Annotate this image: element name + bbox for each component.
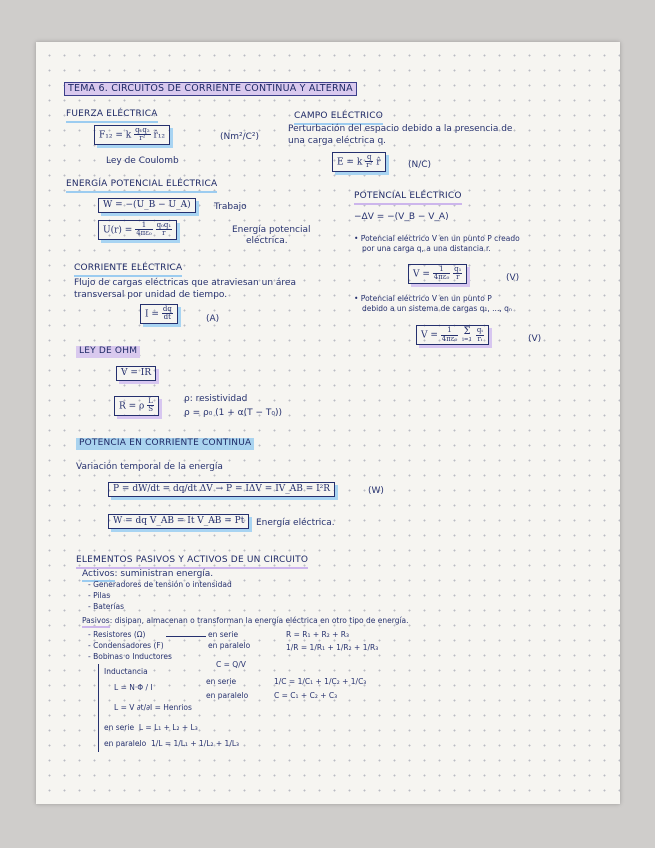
potencial-formula-system [416, 325, 489, 345]
pasivos-line [82, 617, 409, 626]
potencial-bullet2-line1: • Potencial eléctrico V en un punto P [354, 294, 492, 303]
corriente-unit: (A) [206, 314, 220, 324]
activos-desc: : suministran energía. [114, 569, 214, 579]
coulomb-num: q₁q₂ [135, 126, 150, 134]
activos-item-1: - Generadores de tensión o intensidad [88, 580, 232, 589]
cap-paralelo-formula: C = C₁ + C₂ + C₃ [274, 691, 338, 700]
campo-fraction [365, 154, 373, 170]
ohm-heading: LEY DE OHM [76, 346, 140, 358]
campo-formula [332, 152, 386, 172]
pot2-frac1-den: 4πε₀ [441, 334, 458, 343]
res-serie-label: en serie [208, 630, 239, 639]
fuerza-heading: FUERZA ELÉCTRICA [66, 110, 158, 123]
inductor-bracket [98, 664, 99, 752]
potencial-bullet1-line2: por una carga q, a una distancia r. [362, 244, 491, 253]
pot2-frac1-num: 1 [441, 327, 459, 335]
campo-heading: CAMPO ELÉCTRICO [294, 112, 383, 125]
pot1-frac2 [453, 266, 462, 282]
trabajo-formula: W = −(U_B − U_A) [98, 198, 196, 213]
pasivos-item-3: - Bobinas o Inductores [88, 652, 172, 661]
potencia-unit: (W) [368, 486, 384, 496]
campo-vector: r̂ [376, 157, 381, 168]
coulomb-note: Ley de Coulomb [106, 156, 179, 166]
potencia-formula: P = dW/dt = dq/dt ΔV → P = IΔV = IV_AB = I²R [108, 482, 335, 497]
potencial-bullet2-line2: debido a un sistema de cargas q₁, ..., qₙ [362, 304, 512, 313]
corriente-formula [140, 304, 178, 324]
campo-desc-line1: Perturbación del espacio debido a la presencia de [288, 124, 513, 134]
coulomb-fraction [134, 127, 151, 143]
energia-heading: ENERGÍA POTENCIAL ELÉCTRICA [66, 180, 217, 193]
potencial-heading: POTENCIAL ELÉCTRICO [354, 192, 462, 205]
pasivos-item-2: - Condensadores (F) [88, 641, 164, 650]
energia-formula [98, 220, 177, 240]
pot1-frac2-den: r [456, 273, 460, 282]
corriente-num: dq [162, 305, 172, 313]
pot1-frac1-num: 1 [433, 266, 451, 274]
energia-frac2-den: r [162, 229, 166, 238]
energia-note-line1: Energía potencial [232, 225, 311, 235]
corriente-desc-line1: Flujo de cargas eléctricas que atraviesan un área [74, 278, 296, 288]
campo-desc-line2: una carga eléctrica q. [288, 136, 387, 146]
resistance-frac [147, 398, 154, 414]
corriente-frac [162, 306, 173, 322]
pot2-sum-symbol: Σ [463, 326, 471, 337]
potencial-bullet1-line1: • Potencial eléctrico V en un punto P creado [354, 234, 520, 243]
energia-lhs: U(r) = [103, 225, 133, 236]
ind-paralelo-formula: 1/L = 1/L₁ + 1/L₂ + 1/L₃ [150, 739, 240, 748]
ohm-formula: V = IR [116, 366, 156, 381]
pot1-frac1 [433, 266, 451, 282]
energia-frac1 [135, 222, 153, 238]
resistance-den: S [148, 405, 154, 414]
energia-electrica-note: Energía eléctrica. [256, 518, 335, 528]
coulomb-vector: r̂₁₂ [153, 130, 166, 141]
res-paralelo-formula: 1/R = 1/R₁ + 1/R₂ + 1/R₃ [286, 643, 379, 652]
inductance-henry-formula: L = V ∂t/∂I = Henrios [114, 703, 192, 712]
potencial-formula: −ΔV = −(V_B − V_A) [354, 212, 449, 222]
activos-line [82, 569, 213, 579]
page-title: TEMA 6. CIRCUITOS DE CORRIENTE CONTINUA Y ALTERNA [64, 82, 357, 96]
res-paralelo-label: en paralelo [208, 641, 251, 650]
ind-paralelo-line [104, 740, 239, 749]
potencial-formula-single [408, 264, 467, 284]
capacitance-formula: C = Q/V [216, 660, 246, 669]
energia-frac1-den: 4πε₀ [136, 229, 152, 238]
pot2-frac2 [476, 327, 484, 343]
corriente-heading: CORRIENTE ELÉCTRICA [74, 264, 182, 277]
activos-item-3: - Baterías [88, 602, 125, 611]
pasivos-item-1: - Resistores (Ω) [88, 630, 146, 639]
corriente-lhs: I = [145, 309, 159, 320]
energia-frac1-num: 1 [135, 222, 153, 230]
coulomb-units: (Nm²/C²) [220, 132, 260, 142]
energia-frac2-num: q₀q₁ [156, 221, 172, 229]
campo-lhs: E = k [337, 157, 363, 168]
ind-serie-formula: L = L₁ + L₂ + L₃ [138, 723, 198, 732]
corriente-desc-line2: transversal por unidad de tiempo. [74, 290, 228, 300]
trabajo-note: Trabajo [214, 202, 247, 212]
cap-paralelo-label: en paralelo [206, 691, 249, 700]
potencia-desc: Variación temporal de la energía [76, 462, 223, 472]
resistance-lhs: R = ρ [119, 401, 145, 412]
inductance-formula: L = N·Φ / I [114, 683, 153, 692]
res-serie-formula: R = R₁ + R₂ + R₃ [286, 630, 350, 639]
resistance-formula [114, 396, 159, 416]
coulomb-lhs: F₁₂ = k [99, 130, 132, 141]
pot1-frac1-den: 4πε₀ [433, 273, 450, 282]
campo-units: (N/C) [408, 160, 432, 170]
corriente-den: dt [163, 313, 171, 322]
pot2-frac2-num: qᵢ [476, 326, 483, 335]
energia-frac2 [156, 222, 173, 238]
coulomb-formula [94, 125, 170, 145]
energia-electrica-formula: W = dq V_AB = It V_AB = Pt [108, 514, 249, 529]
energia-note-line2: eléctrica. [246, 236, 288, 246]
pasivos-desc: : disipan, almacenan o transforman la energía eléctrica en otro tipo de energía. [109, 616, 409, 625]
resistance-num: L [148, 397, 153, 405]
campo-den: r² [366, 161, 373, 170]
pot2-sum-index: i=1 [462, 336, 473, 343]
activos-label: Activos [82, 569, 115, 582]
pot1-lhs: V = [413, 269, 430, 280]
pot2-frac1 [441, 327, 459, 343]
inductance-label: Inductancia [104, 667, 148, 676]
elementos-heading: ELEMENTOS PASIVOS Y ACTIVOS DE UN CIRCUITO [76, 556, 308, 569]
ind-serie-line [104, 724, 198, 733]
campo-num: q [367, 153, 372, 161]
resistivity-note: ρ: resistividad [184, 394, 248, 404]
ind-paralelo-label: en paralelo [104, 739, 147, 748]
potencia-heading: POTENCIA EN CORRIENTE CONTINUA [76, 438, 254, 450]
ind-serie-label: en serie [104, 723, 135, 732]
potencial-unit1: (V) [506, 273, 520, 283]
activos-item-2: - Pilas [88, 591, 111, 600]
resistivity-temperature: ρ = ρ₀ (1 + α(T − T₀)) [184, 408, 282, 418]
cap-serie-formula: 1/C = 1/C₁ + 1/C₂ + 1/C₃ [274, 677, 367, 686]
pot1-frac2-num: q₁ [454, 265, 462, 273]
pot2-lhs: V = [421, 330, 438, 341]
coulomb-den: r² [139, 134, 146, 143]
pot2-frac2-den: rᵢ [477, 334, 483, 343]
cap-serie-label: en serie [206, 677, 237, 686]
resistor-arrow-line [166, 636, 206, 637]
pot2-sum [461, 327, 473, 343]
potencial-unit2: (V) [528, 334, 542, 344]
notebook-page [36, 42, 620, 804]
pasivos-label: Pasivos [82, 616, 110, 628]
